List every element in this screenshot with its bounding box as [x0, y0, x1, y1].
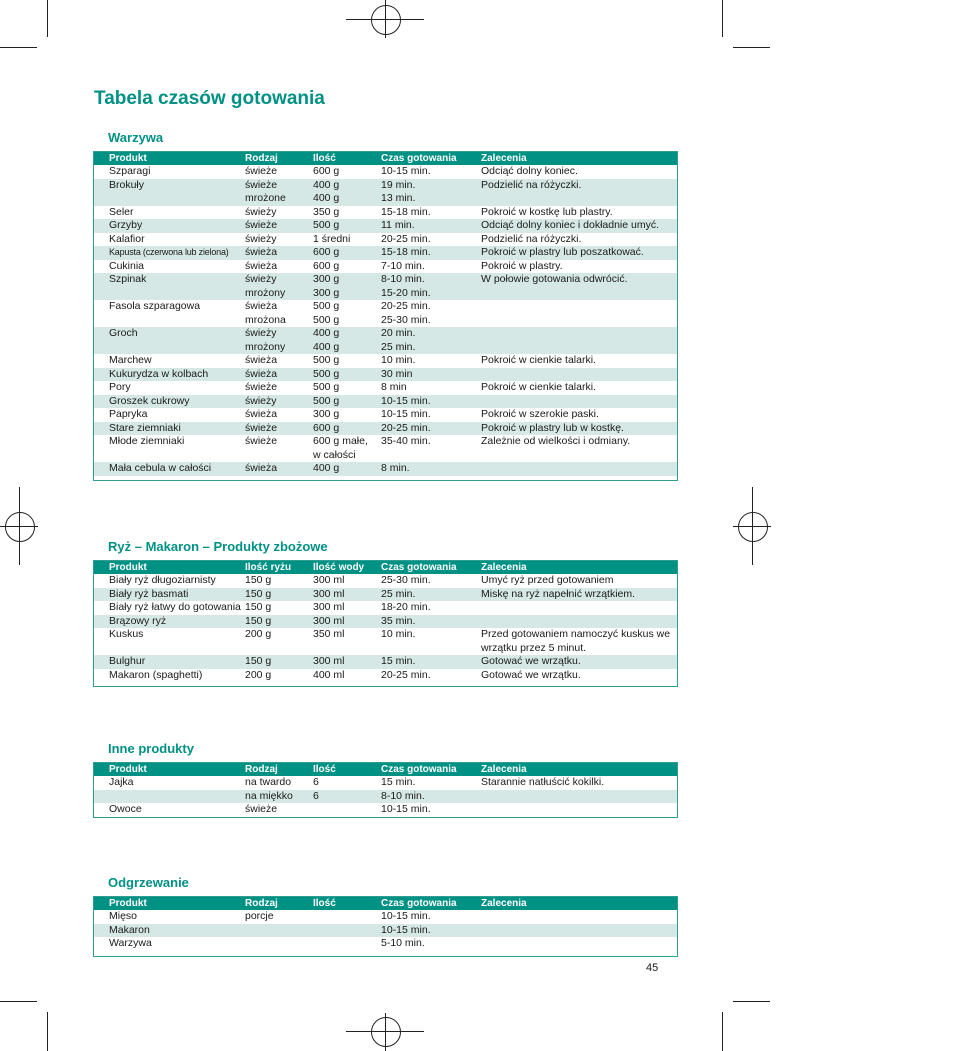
- cell-time: 15 min.: [381, 655, 416, 667]
- cell-note: Podzielić na różyczki.: [481, 178, 582, 191]
- header-cell: Ilość: [313, 153, 336, 164]
- table-row: [94, 601, 677, 615]
- cell-rice-amount: 150 g: [245, 574, 272, 586]
- cell-quantity: 600 g: [313, 165, 340, 177]
- crop-mark: [722, 0, 723, 37]
- header-cell: Rodzaj: [245, 153, 278, 164]
- crop-mark: [722, 1012, 723, 1051]
- cell-quantity: 1 średni: [313, 232, 351, 245]
- header-cell: Zalecenia: [481, 764, 527, 775]
- cell-water-amount: 300 ml: [313, 614, 345, 627]
- header-cell: Rodzaj: [245, 764, 278, 775]
- table-row: [94, 395, 677, 409]
- page-title: Tabela czasów gotowania: [94, 88, 325, 109]
- cell-note: Gotować we wrzątku.: [481, 668, 581, 681]
- cell-time: 10-15 min.: [381, 910, 431, 922]
- cell-quantity: 500 g: [313, 219, 340, 231]
- cell-time: 5-10 min.: [381, 937, 425, 949]
- header-cell: Zalecenia: [481, 562, 527, 573]
- cell-note: Pokroić w szerokie paski.: [481, 408, 599, 420]
- cell-time: 20-25 min.: [381, 421, 431, 434]
- crop-mark: [0, 47, 37, 48]
- header-cell: Czas gotowania: [381, 153, 457, 164]
- cell-type: na twardo: [245, 776, 292, 788]
- cell-time: 35-40 min.: [381, 435, 431, 447]
- table-row: [94, 910, 677, 924]
- cell-water-amount: 300 ml: [313, 574, 345, 586]
- cell-product: Szpinak: [109, 273, 147, 285]
- cell-product: Papryka: [109, 408, 148, 420]
- table-row: [94, 165, 677, 179]
- cell-time: 15-18 min.: [381, 246, 431, 258]
- table-row: [94, 803, 677, 817]
- table-row: [94, 327, 677, 354]
- cell-type: świeża: [245, 259, 278, 272]
- section-title: Inne produkty: [108, 741, 194, 756]
- cell-note: Podzielić na różyczki.: [481, 232, 582, 245]
- table-row: [94, 937, 677, 951]
- cell-water-amount: 300 ml: [313, 655, 345, 667]
- cell-product: Groch: [109, 327, 138, 339]
- cell-product: Brokuły: [109, 178, 145, 191]
- cell-time: 8 min.: [381, 462, 410, 474]
- cell-product: Grzyby: [109, 219, 143, 231]
- cell-product: Warzywa: [109, 937, 152, 949]
- cell-time: 18-20 min.: [381, 601, 431, 613]
- table-row: [94, 246, 677, 260]
- cell-product: Biały ryż długoziarnisty: [109, 574, 216, 586]
- cell-type: świeże: [245, 435, 278, 447]
- cell-quantity: 300 g: [313, 408, 340, 420]
- header-cell: Ilość ryżu: [245, 562, 292, 573]
- cell-product: Mięso: [109, 910, 138, 922]
- cell-quantity: 500 g: [313, 381, 340, 393]
- cell-time: 25-30 min.: [381, 574, 431, 586]
- table-row: [94, 179, 677, 206]
- cell-type: świeże: [245, 381, 278, 393]
- cell-product: Groszek cukrowy: [109, 394, 190, 407]
- cell-note: Pokroić w plastry lub poszatkować.: [481, 246, 644, 258]
- cell-time: 20-25 min.: [381, 232, 431, 245]
- cell-quantity: 500 g: [313, 367, 340, 380]
- page-number: 45: [646, 962, 659, 974]
- header-cell: Produkt: [109, 562, 147, 573]
- cell-product: Młode ziemniaki: [109, 435, 185, 447]
- section-title: Odgrzewanie: [108, 875, 189, 890]
- cell-product: Biały ryż basmati: [109, 587, 189, 600]
- cell-time: 10-15 min.: [381, 923, 431, 936]
- table-row: [94, 422, 677, 436]
- cell-rice-amount: 150 g: [245, 601, 272, 613]
- cell-note: Przed gotowaniem namoczyć kuskus we wrzątku przez 5 minut.: [481, 628, 671, 654]
- header-cell: Ilość: [313, 764, 336, 775]
- table-header: [94, 152, 677, 165]
- cell-quantity: 600 g: [313, 246, 340, 258]
- cell-rice-amount: 150 g: [245, 587, 272, 600]
- table-row: [94, 206, 677, 220]
- cell-product: Fasola szparagowa: [109, 300, 201, 312]
- cell-type: świeże: [245, 803, 278, 815]
- header-cell: Zalecenia: [481, 153, 527, 164]
- crop-mark: [47, 1012, 48, 1051]
- cell-quantity: 6: [313, 789, 319, 802]
- header-cell: Czas gotowania: [381, 562, 457, 573]
- cell-product: Seler: [109, 205, 134, 218]
- cell-quantity: 500 g 500 g: [313, 300, 340, 326]
- cell-time: 10-15 min.: [381, 165, 431, 177]
- cooking-table: [93, 896, 678, 957]
- header-cell: Czas gotowania: [381, 898, 457, 909]
- table-row: [94, 273, 677, 300]
- cell-product: Biały ryż łatwy do gotowania: [109, 601, 241, 613]
- cell-water-amount: 300 ml: [313, 601, 345, 613]
- table-row: [94, 790, 677, 804]
- cell-type: na miękko: [245, 789, 293, 802]
- table-row: [94, 462, 677, 476]
- cell-product: Makaron (spaghetti): [109, 668, 203, 681]
- cell-time: 20-25 min.: [381, 668, 431, 681]
- cell-type: porcje: [245, 910, 274, 922]
- cell-quantity: 300 g 300 g: [313, 273, 340, 299]
- cell-product: Kuskus: [109, 628, 144, 640]
- table-header: [94, 561, 677, 574]
- cell-product: Kukurydza w kolbach: [109, 367, 209, 380]
- cell-time: 10-15 min.: [381, 803, 431, 815]
- cell-time: 8-10 min.: [381, 789, 425, 802]
- cell-product: Kapusta (czerwona lub zielona): [109, 247, 229, 257]
- cell-product: Jajka: [109, 776, 134, 788]
- cell-type: świeży mrożony: [245, 273, 286, 299]
- cell-rice-amount: 150 g: [245, 655, 272, 667]
- table-row: [94, 435, 677, 462]
- cell-note: Zależnie od wielkości i odmiany.: [481, 435, 631, 447]
- cell-rice-amount: 150 g: [245, 614, 272, 627]
- cell-time: 19 min. 13 min.: [381, 178, 416, 204]
- header-cell: Produkt: [109, 898, 147, 909]
- table-row: [94, 628, 677, 655]
- cell-water-amount: 400 ml: [313, 668, 345, 681]
- cell-quantity: 600 g małe, w całości: [313, 435, 368, 461]
- header-cell: Rodzaj: [245, 898, 278, 909]
- cell-product: Owoce: [109, 803, 142, 815]
- cell-type: świeża: [245, 354, 278, 366]
- table-row: [94, 574, 677, 588]
- cooking-table: [93, 762, 678, 818]
- table-row: [94, 776, 677, 790]
- cell-note: Pokroić w cienkie talarki.: [481, 354, 596, 366]
- cell-quantity: 400 g 400 g: [313, 178, 340, 204]
- cell-time: 10 min.: [381, 628, 416, 640]
- cell-time: 25 min.: [381, 587, 416, 600]
- cell-quantity: 500 g: [313, 394, 340, 407]
- cell-rice-amount: 200 g: [245, 668, 272, 681]
- header-cell: Produkt: [109, 764, 147, 775]
- table-row: [94, 354, 677, 368]
- table-row: [94, 615, 677, 629]
- table-row: [94, 655, 677, 669]
- cell-time: 11 min.: [381, 219, 415, 231]
- table-header: [94, 763, 677, 776]
- table-row: [94, 260, 677, 274]
- cell-quantity: 500 g: [313, 354, 340, 366]
- cell-type: świeży: [245, 394, 277, 407]
- cell-product: Kalafior: [109, 232, 145, 245]
- crop-mark: [0, 1001, 37, 1002]
- crop-mark: [733, 1001, 770, 1002]
- cell-time: 7-10 min.: [381, 259, 425, 272]
- cell-time: 10-15 min.: [381, 394, 431, 407]
- cell-quantity: 600 g: [313, 421, 340, 434]
- cell-note: Pokroić w plastry lub w kostkę.: [481, 421, 624, 434]
- cell-water-amount: 300 ml: [313, 587, 345, 600]
- cell-type: świeża: [245, 462, 278, 474]
- cooking-table: [93, 560, 678, 687]
- cell-type: świeże mrożone: [245, 178, 286, 204]
- cell-time: 8 min: [381, 381, 407, 393]
- cell-note: Odciąć dolny koniec i dokładnie umyć.: [481, 219, 660, 231]
- cell-product: Stare ziemniaki: [109, 421, 181, 434]
- cell-time: 20 min. 25 min.: [381, 327, 416, 353]
- header-cell: Zalecenia: [481, 898, 527, 909]
- cooking-table: [93, 151, 678, 481]
- cell-water-amount: 350 ml: [313, 628, 345, 640]
- cell-product: Brązowy ryż: [109, 614, 167, 627]
- cell-time: 30 min: [381, 367, 413, 380]
- cell-note: Pokroić w cienkie talarki.: [481, 381, 596, 393]
- cell-product: Marchew: [109, 354, 152, 366]
- cell-time: 10 min.: [381, 354, 416, 366]
- cell-type: świeża: [245, 246, 278, 258]
- cell-note: Pokroić w plastry.: [481, 259, 563, 272]
- cell-type: świeże: [245, 219, 278, 231]
- table-row: [94, 924, 677, 938]
- crop-mark: [47, 0, 48, 37]
- cell-note: Miskę na ryż napełnić wrzątkiem.: [481, 587, 636, 600]
- cell-quantity: 350 g: [313, 205, 340, 218]
- cell-note: Pokroić w kostkę lub plastry.: [481, 205, 613, 218]
- cell-quantity: 6: [313, 776, 319, 788]
- table-row: [94, 233, 677, 247]
- cell-product: Makaron: [109, 923, 150, 936]
- cell-type: świeże: [245, 165, 278, 177]
- cell-note: Starannie natłuścić kokilki.: [481, 776, 605, 788]
- cell-note: Gotować we wrzątku.: [481, 655, 581, 667]
- table-header: [94, 897, 677, 910]
- header-cell: Ilość wody: [313, 562, 365, 573]
- table-row: [94, 588, 677, 602]
- cell-time: 15-18 min.: [381, 205, 431, 218]
- cell-type: świeży mrożony: [245, 327, 286, 353]
- cell-note: Umyć ryż przed gotowaniem: [481, 574, 614, 586]
- cell-note: Odciąć dolny koniec.: [481, 165, 578, 177]
- cell-product: Cukinia: [109, 259, 145, 272]
- cell-rice-amount: 200 g: [245, 628, 272, 640]
- cell-type: świeży: [245, 232, 277, 245]
- cell-type: świeża: [245, 408, 278, 420]
- cell-note: W połowie gotowania odwrócić.: [481, 273, 628, 285]
- cell-time: 20-25 min. 25-30 min.: [381, 300, 431, 326]
- cell-type: świeże: [245, 421, 278, 434]
- cell-quantity: 400 g: [313, 462, 340, 474]
- cell-product: Szparagi: [109, 165, 151, 177]
- header-cell: Produkt: [109, 153, 147, 164]
- header-cell: Ilość: [313, 898, 336, 909]
- table-row: [94, 381, 677, 395]
- cell-product: Pory: [109, 381, 131, 393]
- cell-quantity: 600 g: [313, 259, 340, 272]
- table-row: [94, 368, 677, 382]
- table-row: [94, 408, 677, 422]
- cell-time: 8-10 min. 15-20 min.: [381, 273, 431, 299]
- cell-product: Bulghur: [109, 655, 146, 667]
- header-cell: Czas gotowania: [381, 764, 457, 775]
- cell-product: Mała cebula w całości: [109, 462, 212, 474]
- crop-mark: [733, 47, 770, 48]
- cell-type: świeża: [245, 367, 278, 380]
- cell-time: 15 min.: [381, 776, 416, 788]
- section-title: Ryż – Makaron – Produkty zbożowe: [108, 539, 328, 554]
- table-row: [94, 300, 677, 327]
- cell-time: 10-15 min.: [381, 408, 431, 420]
- cell-type: świeży: [245, 205, 277, 218]
- cell-time: 35 min.: [381, 614, 416, 627]
- table-row: [94, 669, 677, 683]
- table-row: [94, 219, 677, 233]
- cell-quantity: 400 g 400 g: [313, 327, 340, 353]
- cell-type: świeża mrożona: [245, 300, 286, 326]
- section-title: Warzywa: [108, 130, 164, 145]
